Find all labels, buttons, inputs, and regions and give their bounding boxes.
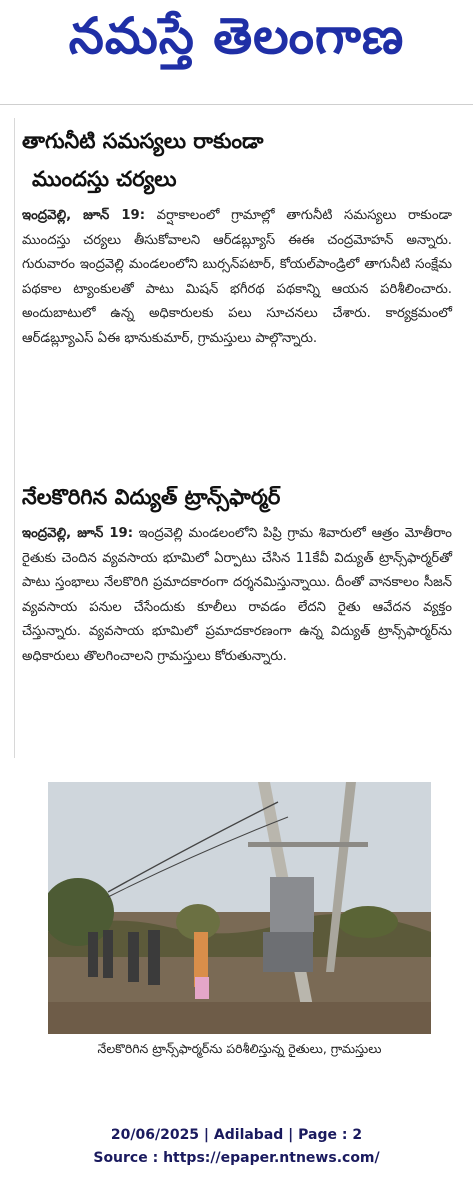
article-transformer	[22, 478, 452, 670]
newspaper-title: నమస్తే తెలంగాణ	[68, 6, 405, 65]
article2-body	[22, 522, 452, 670]
footer-date-edition: 20/06/2025 | Adilabad | Page : 2	[110, 1127, 363, 1143]
masthead	[0, 0, 473, 78]
article2-dateline: ఇంద్రవెల్లి, జూన్ 19:	[22, 526, 133, 541]
article1-dateline: ఇంద్రవెల్లి, జూన్ 19:	[22, 208, 145, 223]
article-water-measures	[22, 122, 452, 352]
article1-headline-line2: ముందస్తు చర్యలు	[32, 167, 177, 191]
transformer-field-photo	[48, 782, 431, 1034]
article1-headline-line1: తాగునీటి సమస్యలు రాకుండా	[22, 129, 264, 153]
masthead-divider	[0, 104, 473, 105]
news-photo	[48, 782, 431, 1034]
column-divider	[14, 118, 15, 758]
article1-body	[22, 204, 452, 352]
footer-source: Source : https://epaper.ntnews.com/	[93, 1150, 380, 1166]
article2-headline: నేలకొరిగిన విద్యుత్ ట్రాన్స్‌ఫార్మర్	[22, 485, 281, 509]
article2-body-text: ఇంద్రవెల్లి మండలంలోని పిప్రి గ్రామ శివారులో ఆత్రం మోతీరాం రైతుకు చెందిన వ్యవసాయ భూమిలో ఏర్పాటు చేసిన 11కేవీ విద్యుత్ ట్రాన్స్‌ఫార్మర్‌తో పాటు స్తంభాలు నేలకొరిగి ప్రమాదకారంగా దర్శనమిస్తున్నాయి. దీంతో వానకాలం సీజన్ వ్యవసాయ పనుల చేసేందుకు కూలీలు రావడం లేదని రైతు ఆవేదన వ్యక్తం చేస్తున్నారు. వ్యవసాయ భూమిలో ప్రమాదకారణంగా ఉన్న విద్యుత్ ట్రాన్స్‌ఫార్మర్‌ను అధికారులు తొలగించాలని గ్రామస్తులు కోరుతున్నారు.	[22, 526, 452, 664]
photo-caption: నేలకొరిగిన ట్రాన్స్‌ఫార్మర్‌ను పరిశీలిస్తున్న రైతులు, గ్రామస్తులు	[97, 1041, 382, 1056]
source-footer	[0, 1124, 473, 1170]
article1-body-text: వర్షాకాలంలో గ్రామాల్లో తాగునీటి సమస్యలు రాకుండా ముందస్తు చర్యలు తీసుకోవాలని ఆర్‌డబ్ల్యూస్ ఈఈ చంద్రమోహన్ అన్నారు. గురువారం ఇంద్రవెల్లి మండలంలోని బుర్సన్‌పటార్, కోయల్‌పాండ్రిలో తాగునీటి సంక్షేమ పథకాల ట్యాంకులతో పాటు మిషన్ భగీరథ పథకాన్ని ఆయన పరిశీలించారు. అందుబాటులో ఉన్న అధికారులకు పలు సూచనలు చేశారు. కార్యక్రమంలో ఆర్‌డబ్ల్యూఎస్ ఏఈ భానుకుమార్, గ్రామస్తులు పాల్గొన్నారు.	[22, 208, 452, 346]
